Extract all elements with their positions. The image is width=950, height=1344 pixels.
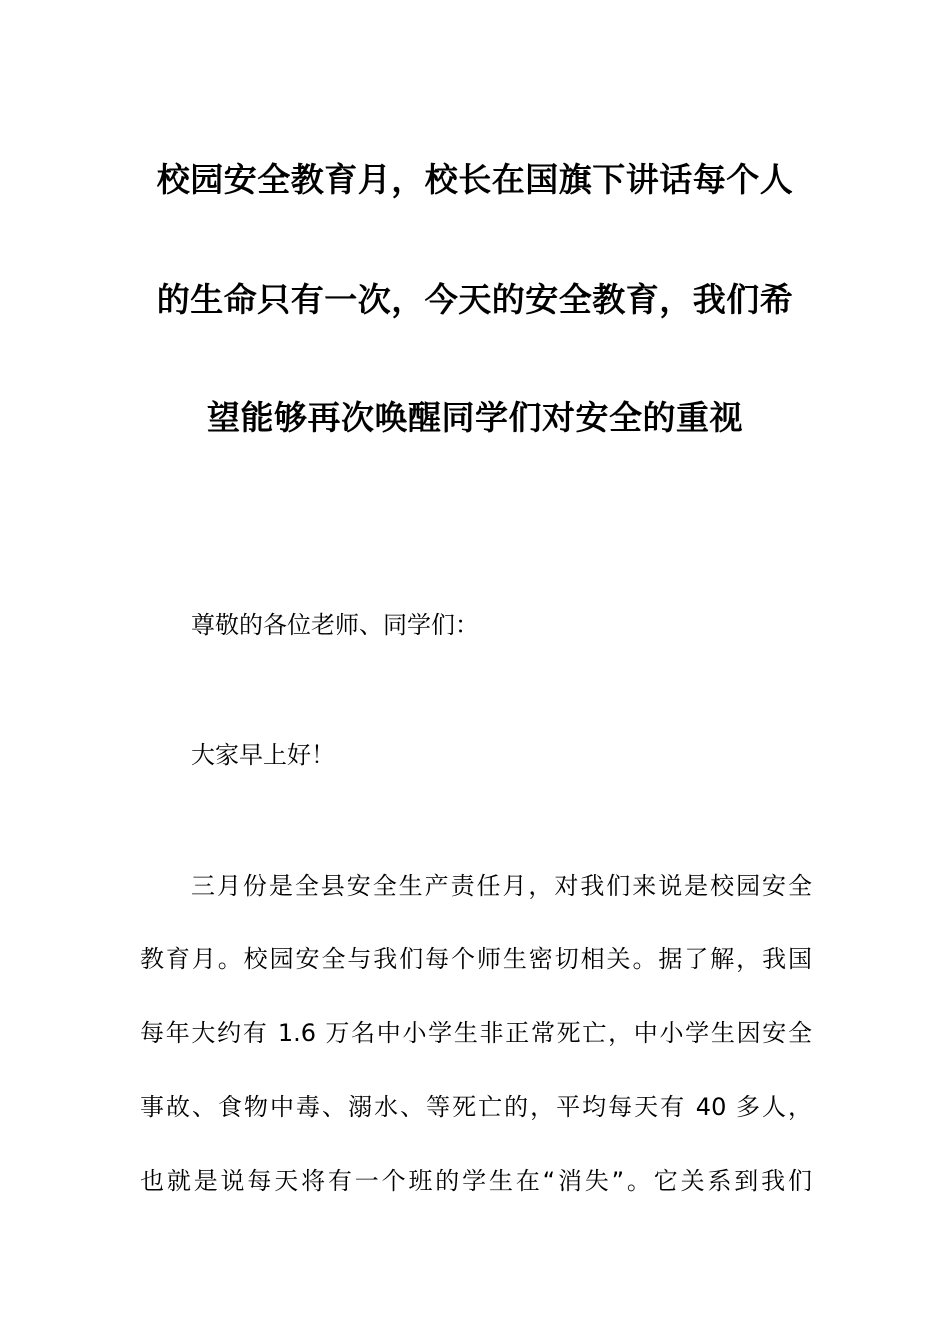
document-title-line-2: 的生命只有一次，今天的安全教育，我们希 xyxy=(156,280,794,319)
paragraph-line-2: 教育月。校园安全与我们每个师生密切相关。据了解，我国 xyxy=(140,945,812,973)
greeting: 大家早上好！ xyxy=(191,741,335,769)
paragraph-line-1: 三月份是全县安全生产责任月，对我们来说是校园安全 xyxy=(191,872,812,900)
document-title-line-3: 望能够再次唤醒同学们对安全的重视 xyxy=(207,398,743,437)
salutation: 尊敬的各位老师、同学们： xyxy=(191,611,479,639)
paragraph-line-5: 也就是说每天将有一个班的学生在“消失”。它关系到我们 xyxy=(140,1167,812,1195)
paragraph-line-3: 每年大约有 1.6 万名中小学生非正常死亡，中小学生因安全 xyxy=(140,1019,812,1047)
document-title-line-1: 校园安全教育月，校长在国旗下讲话每个人 xyxy=(156,160,794,199)
paragraph-line-4: 事故、食物中毒、溺水、等死亡的，平均每天有 40 多人， xyxy=(140,1093,812,1121)
